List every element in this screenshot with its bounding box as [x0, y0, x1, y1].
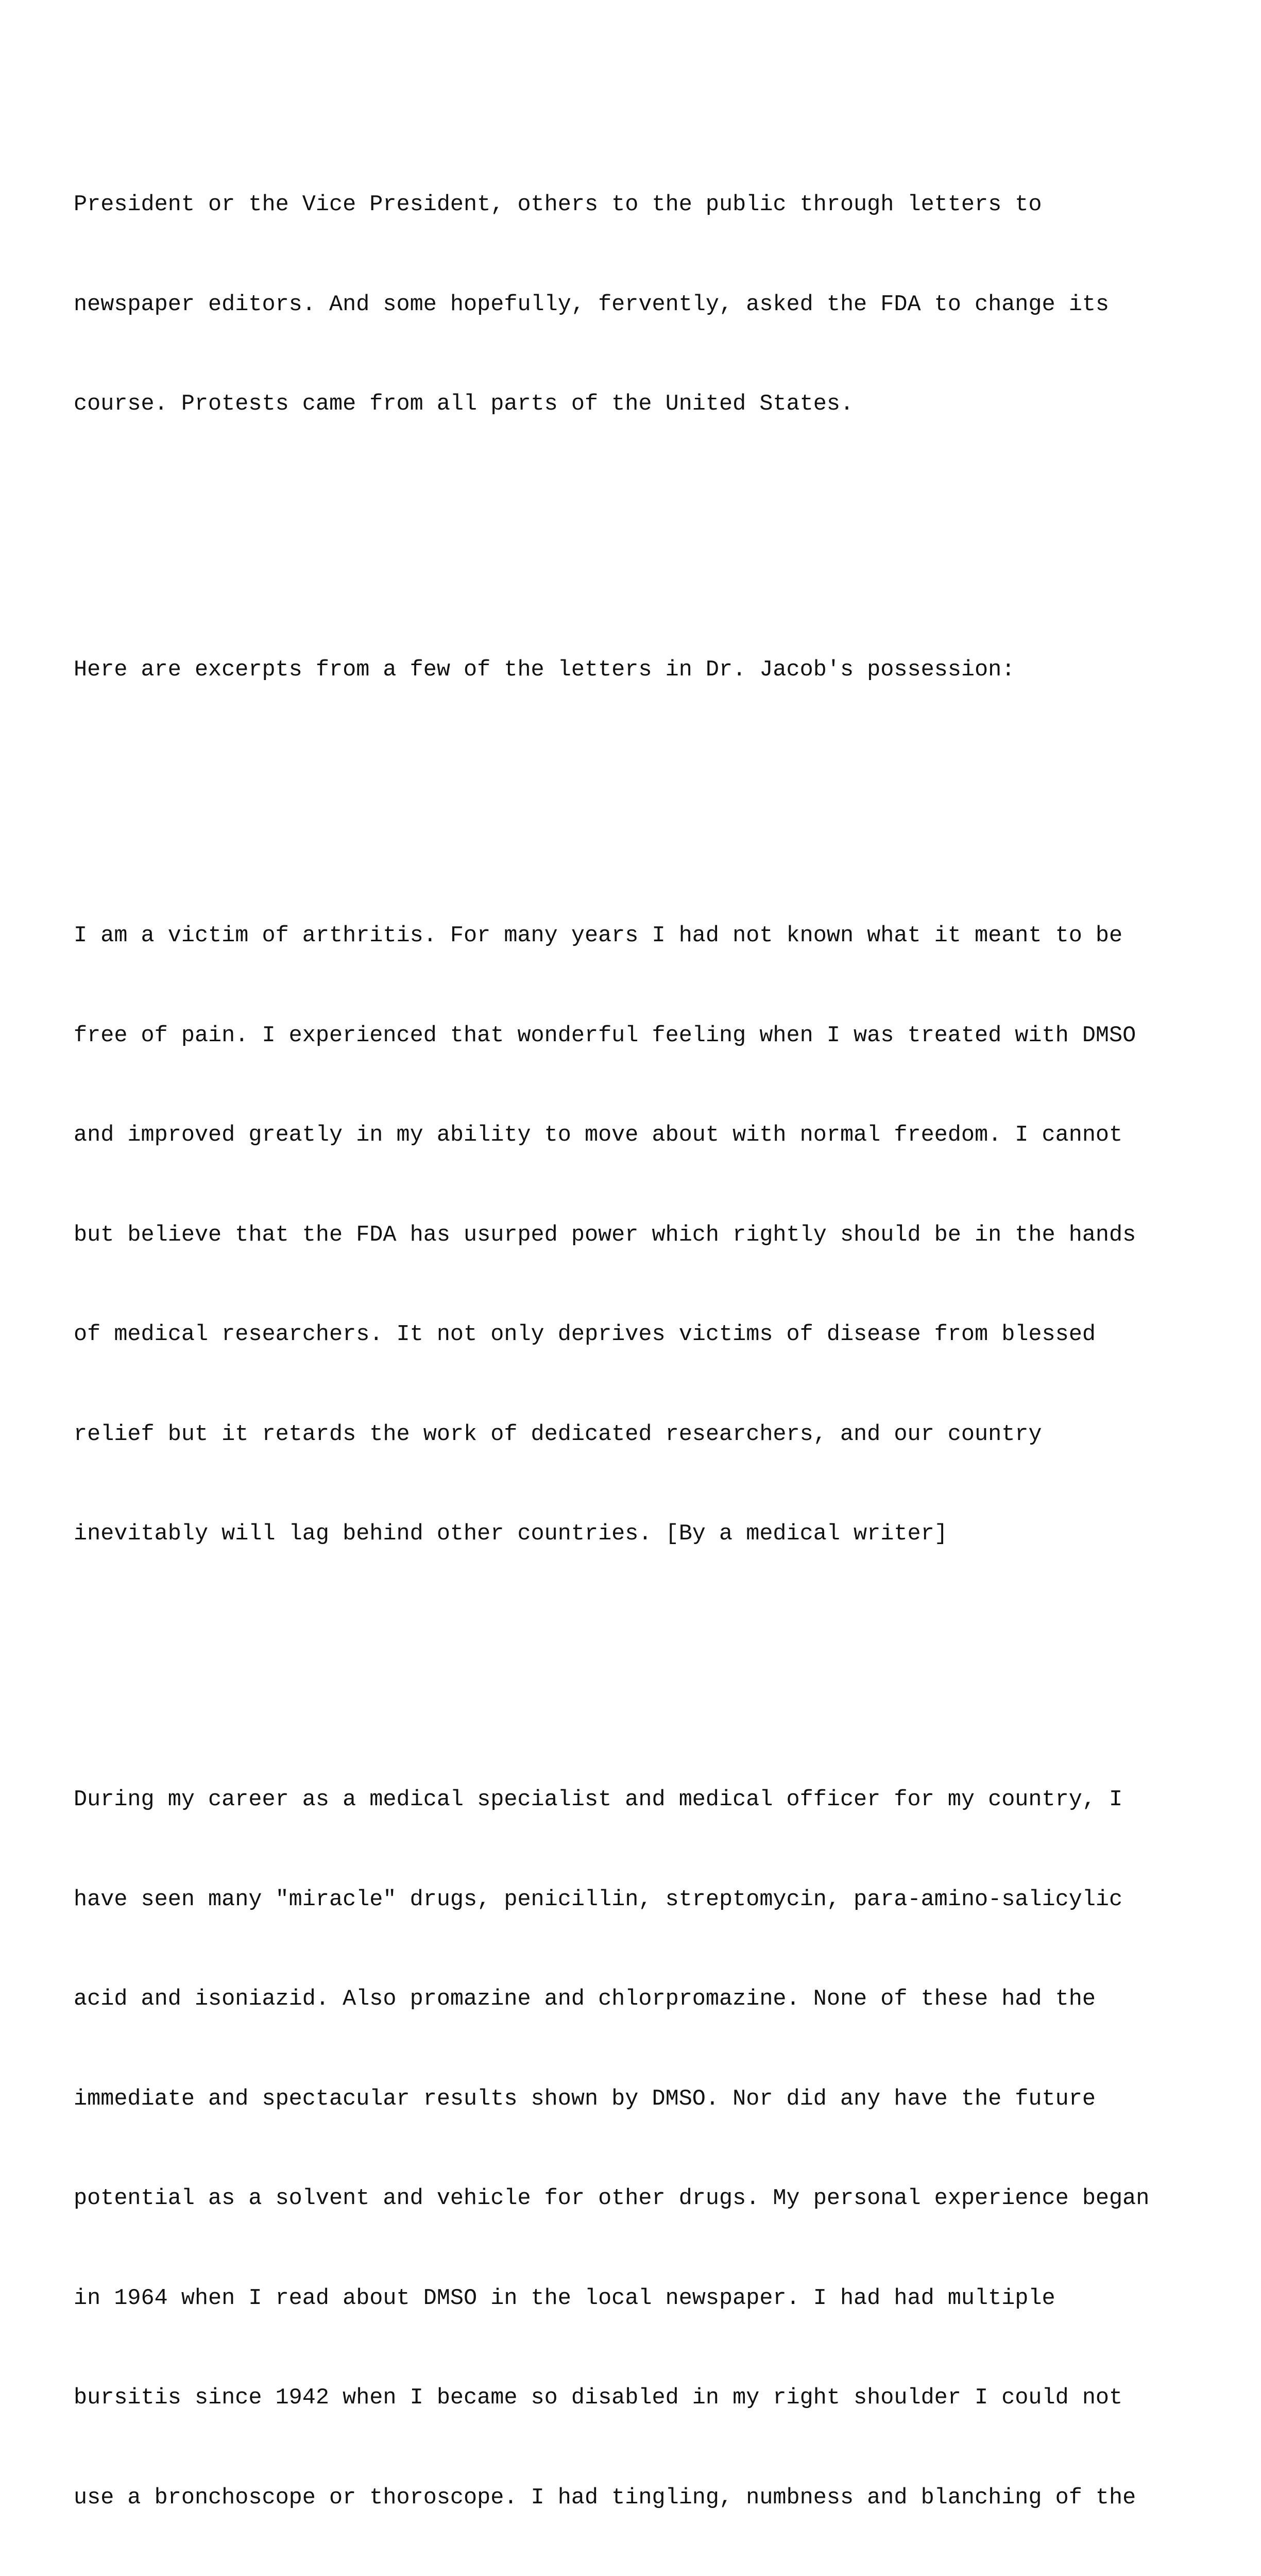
text-line: Here are excerpts from a few of the letters in Dr. Jacob's possession: [74, 657, 1015, 683]
text-line: newspaper editors. And some hopefully, fervently, asked the FDA to change its [74, 292, 1110, 317]
text-line: inevitably will lag behind other countries. [By a medical writer] [74, 1521, 948, 1547]
paragraph-intro-protests [74, 122, 1248, 488]
paragraph-letter-specialist [74, 1717, 1248, 2576]
text-line: I am a victim of arthritis. For many years I had not known what it meant to be [74, 923, 1123, 948]
text-line: have seen many "miracle" drugs, penicillin, streptomycin, para-amino-salicylic [74, 1887, 1123, 1912]
text-line: During my career as a medical specialist and medical officer for my country, I [74, 1787, 1123, 1812]
text-line: President or the Vice President, others to the public through letters to [74, 192, 1042, 217]
text-line: relief but it retards the work of dedicated researchers, and our country [74, 1421, 1042, 1447]
text-line: immediate and spectacular results shown by DMSO. Nor did any have the future [74, 2086, 1096, 2112]
text-line: in 1964 when I read about DMSO in the local newspaper. I had had multiple [74, 2285, 1055, 2311]
text-line: bursitis since 1942 when I became so disabled in my right shoulder I could not [74, 2385, 1123, 2411]
paragraph-excerpts-heading [74, 587, 1248, 754]
text-line: use a bronchoscope or thoroscope. I had tingling, numbness and blanching of the [74, 2485, 1136, 2511]
text-line: course. Protests came from all parts of the United States. [74, 392, 854, 417]
document-page [74, 56, 1248, 2576]
text-line: but believe that the FDA has usurped power which rightly should be in the hands [74, 1222, 1136, 1248]
text-line: acid and isoniazid. Also promazine and chlorpromazine. None of these had the [74, 1987, 1096, 2012]
text-line: free of pain. I experienced that wonderful feeling when I was treated with DMSO [74, 1023, 1136, 1048]
text-line: potential as a solvent and vehicle for other drugs. My personal experience began [74, 2186, 1150, 2211]
text-line: of medical researchers. It not only deprives victims of disease from blessed [74, 1322, 1096, 1347]
text-line: and improved greatly in my ability to move about with normal freedom. I cannot [74, 1123, 1123, 1148]
paragraph-letter-medical-writer [74, 853, 1248, 1618]
